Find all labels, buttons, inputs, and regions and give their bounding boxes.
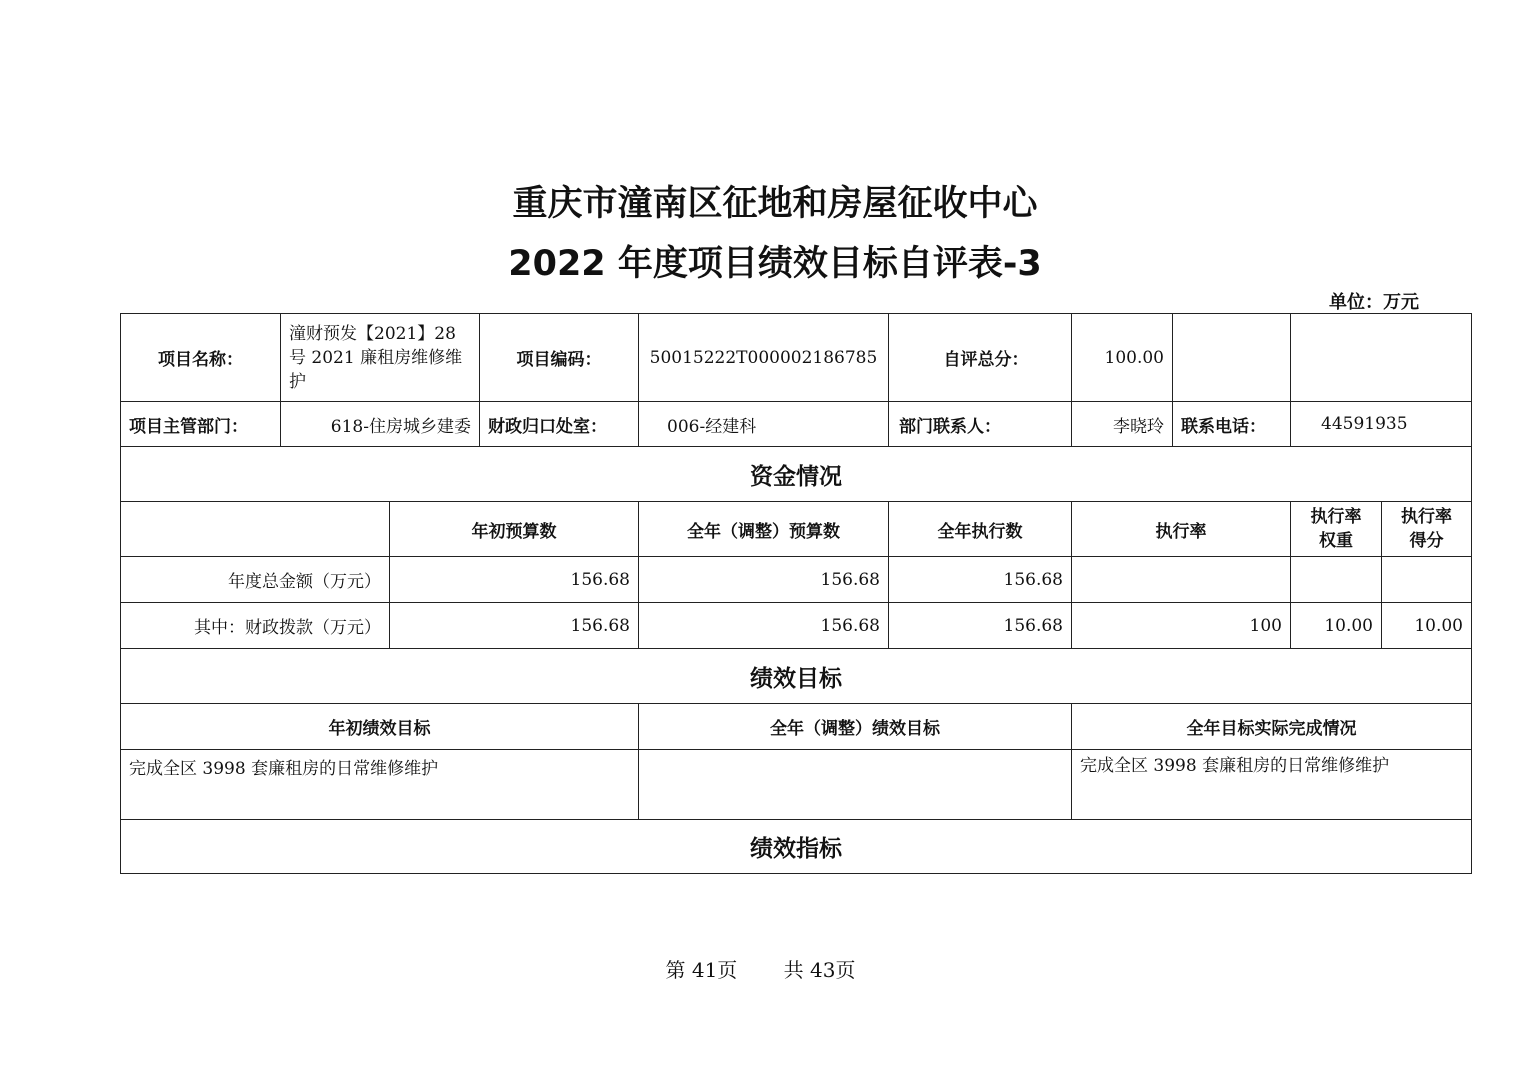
- rate-weight-value: 10.00: [1291, 603, 1382, 649]
- evaluation-table: [120, 313, 1472, 874]
- execution-rate-value: [1072, 557, 1291, 603]
- rate-weight-header-line2: 权重: [1319, 531, 1353, 551]
- project-code-label: 项目编码：: [480, 314, 639, 402]
- finance-office-value: 006-经建科: [639, 402, 889, 447]
- funds-header-row: [121, 502, 1472, 557]
- adjusted-budget-value: 156.68: [639, 557, 889, 603]
- rate-score-value: 10.00: [1382, 603, 1472, 649]
- rate-score-header: [1382, 502, 1472, 557]
- info-row-2: [121, 402, 1472, 447]
- self-score-value: 100.00: [1072, 314, 1173, 402]
- contact-label: 部门联系人：: [889, 402, 1072, 447]
- goals-content-row: [121, 750, 1472, 820]
- adjusted-budget-value: 156.68: [639, 603, 889, 649]
- executed-value: 156.68: [889, 557, 1072, 603]
- execution-rate-header: 执行率: [1072, 502, 1291, 557]
- adjusted-goal-text: [639, 750, 1072, 820]
- empty-header-cell: [121, 502, 390, 557]
- goals-section-row: [121, 649, 1472, 704]
- adjusted-budget-header: 全年（调整）预算数: [639, 502, 889, 557]
- execution-rate-value: 100: [1072, 603, 1291, 649]
- funds-section-title: 资金情况: [121, 447, 1472, 502]
- info-row-1: [121, 314, 1472, 402]
- executed-value: 156.68: [889, 603, 1072, 649]
- project-name-value: 潼财预发【2021】28 号 2021 廉租房维修维护: [281, 314, 480, 402]
- indicators-section-title: 绩效指标: [121, 820, 1472, 874]
- phone-value: 44591935: [1291, 402, 1472, 447]
- rate-weight-header: [1291, 502, 1382, 557]
- self-score-label: 自评总分：: [889, 314, 1072, 402]
- dept-value: 618-住房城乡建委: [281, 402, 480, 447]
- project-name-label: 项目名称：: [121, 314, 281, 402]
- page-number: 第 41页: [665, 958, 738, 982]
- empty-cell: [1291, 314, 1472, 402]
- rate-weight-value: [1291, 557, 1382, 603]
- table-row: [121, 557, 1472, 603]
- document-title: 重庆市潼南区征地和房屋征收中心: [512, 184, 1038, 224]
- executed-header: 全年执行数: [889, 502, 1072, 557]
- initial-budget-value: 156.68: [390, 557, 639, 603]
- empty-cell: [1173, 314, 1291, 402]
- rate-score-header-line1: 执行率: [1401, 507, 1452, 527]
- row-label: 年度总金额（万元）: [121, 557, 390, 603]
- initial-budget-header: 年初预算数: [390, 502, 639, 557]
- rate-score-value: [1382, 557, 1472, 603]
- row-label: 其中：财政拨款（万元）: [121, 603, 390, 649]
- page-total: 共 43页: [783, 958, 856, 982]
- actual-completion-header: 全年目标实际完成情况: [1072, 704, 1472, 750]
- phone-label: 联系电话：: [1173, 402, 1291, 447]
- project-code-value: 50015222T000002186785: [639, 314, 889, 402]
- adjusted-goal-header: 全年（调整）绩效目标: [639, 704, 1072, 750]
- contact-value: 李晓玲: [1072, 402, 1173, 447]
- unit-label: 单位：万元: [1329, 292, 1419, 313]
- funds-section-row: [121, 447, 1472, 502]
- initial-goal-text: 完成全区 3998 套廉租房的日常维修维护: [121, 750, 639, 820]
- rate-weight-header-line1: 执行率: [1310, 507, 1362, 527]
- table-row: [121, 603, 1472, 649]
- rate-score-header-line2: 得分: [1409, 531, 1444, 551]
- goals-header-row: [121, 704, 1472, 750]
- initial-goal-header: 年初绩效目标: [121, 704, 639, 750]
- initial-budget-value: 156.68: [390, 603, 639, 649]
- document-subtitle: 2022 年度项目绩效目标自评表-3: [508, 244, 1042, 284]
- dept-label: 项目主管部门：: [121, 402, 281, 447]
- finance-office-label: 财政归口处室：: [480, 402, 639, 447]
- actual-completion-text: 完成全区 3998 套廉租房的日常维修维护: [1072, 750, 1472, 820]
- page-footer: [0, 954, 1521, 983]
- indicators-section-row: [121, 820, 1472, 874]
- goals-section-title: 绩效目标: [121, 649, 1472, 704]
